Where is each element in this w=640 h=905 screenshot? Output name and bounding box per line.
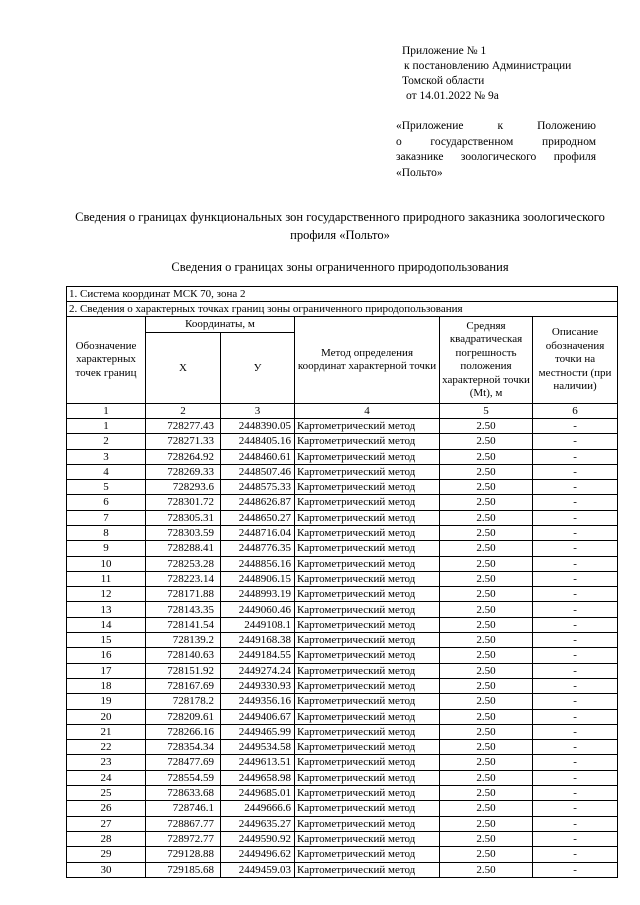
table-row <box>67 587 618 602</box>
table-row <box>67 510 618 525</box>
coord-x: 728143.35 <box>146 602 221 617</box>
table-row <box>67 556 618 571</box>
coord-x: 728151.92 <box>146 663 221 678</box>
points-info-row: 2. Сведения о характерных точках границ зоны ограниченного природопользования <box>67 302 618 317</box>
point-number: 2 <box>67 434 146 449</box>
table-row <box>67 434 618 449</box>
point-number: 21 <box>67 724 146 739</box>
coord-x: 728209.61 <box>146 709 221 724</box>
method-cell: Картометрический метод <box>295 633 440 648</box>
coord-y: 2448460.61 <box>221 449 295 464</box>
coord-y: 2449666.6 <box>221 801 295 816</box>
method-cell: Картометрический метод <box>295 770 440 785</box>
coord-y: 2449356.16 <box>221 694 295 709</box>
coord-x: 728167.69 <box>146 678 221 693</box>
error-cell: 2.50 <box>440 602 533 617</box>
table-row <box>67 617 618 632</box>
coord-x: 728288.41 <box>146 541 221 556</box>
coord-y: 2449613.51 <box>221 755 295 770</box>
point-number: 15 <box>67 633 146 648</box>
point-number: 24 <box>67 770 146 785</box>
error-cell: 2.50 <box>440 847 533 862</box>
error-cell: 2.50 <box>440 648 533 663</box>
description-cell: - <box>533 770 618 785</box>
method-cell: Картометрический метод <box>295 464 440 479</box>
appendix-line: от 14.01.2022 № 9а <box>406 90 499 102</box>
table-row <box>67 709 618 724</box>
coord-x: 728266.16 <box>146 724 221 739</box>
coord-x: 728140.63 <box>146 648 221 663</box>
table-row <box>67 663 618 678</box>
appendix-header <box>400 44 600 104</box>
appendix-line: к постановлению Администрации <box>404 60 572 72</box>
table-row <box>67 847 618 862</box>
coord-x: 728867.77 <box>146 816 221 831</box>
point-number: 22 <box>67 740 146 755</box>
coord-y: 2448650.27 <box>221 510 295 525</box>
table-row <box>67 740 618 755</box>
error-cell: 2.50 <box>440 525 533 540</box>
error-cell: 2.50 <box>440 724 533 739</box>
coord-y: 2449465.99 <box>221 724 295 739</box>
error-cell: 2.50 <box>440 617 533 632</box>
table-row <box>67 464 618 479</box>
column-number: 5 <box>440 403 533 418</box>
method-cell: Картометрический метод <box>295 510 440 525</box>
point-number: 19 <box>67 694 146 709</box>
description-cell: - <box>533 556 618 571</box>
coord-x: 728171.88 <box>146 587 221 602</box>
error-cell: 2.50 <box>440 587 533 602</box>
description-cell: - <box>533 786 618 801</box>
error-cell: 2.50 <box>440 510 533 525</box>
method-cell: Картометрический метод <box>295 663 440 678</box>
column-number: 1 <box>67 403 146 418</box>
point-number: 13 <box>67 602 146 617</box>
description-cell: - <box>533 847 618 862</box>
method-cell: Картометрический метод <box>295 831 440 846</box>
method-cell: Картометрический метод <box>295 709 440 724</box>
regulation-line: «Польто» <box>396 166 443 179</box>
description-cell: - <box>533 571 618 586</box>
point-number: 8 <box>67 525 146 540</box>
method-cell: Картометрический метод <box>295 740 440 755</box>
method-cell: Картометрический метод <box>295 587 440 602</box>
error-cell: 2.50 <box>440 786 533 801</box>
coord-y: 2449496.62 <box>221 847 295 862</box>
method-cell: Картометрический метод <box>295 801 440 816</box>
point-number: 25 <box>67 786 146 801</box>
description-cell: - <box>533 495 618 510</box>
point-number: 5 <box>67 480 146 495</box>
coord-x: 728264.92 <box>146 449 221 464</box>
error-cell: 2.50 <box>440 862 533 877</box>
description-cell: - <box>533 602 618 617</box>
description-cell: - <box>533 587 618 602</box>
error-cell: 2.50 <box>440 418 533 433</box>
coord-y: 2449685.01 <box>221 786 295 801</box>
coord-y: 2449330.93 <box>221 678 295 693</box>
coord-x: 728354.34 <box>146 740 221 755</box>
coord-x: 728746.1 <box>146 801 221 816</box>
coord-x: 728477.69 <box>146 755 221 770</box>
point-number: 28 <box>67 831 146 846</box>
coord-x: 728269.33 <box>146 464 221 479</box>
regulation-line: о государственном природном <box>396 135 596 148</box>
column-number: 4 <box>295 403 440 418</box>
error-cell: 2.50 <box>440 663 533 678</box>
point-number: 17 <box>67 663 146 678</box>
table-row <box>67 449 618 464</box>
appendix-line: Приложение № 1 <box>402 45 487 57</box>
error-cell: 2.50 <box>440 480 533 495</box>
coord-y: 2449459.03 <box>221 862 295 877</box>
point-number: 23 <box>67 755 146 770</box>
coord-x: 729128.88 <box>146 847 221 862</box>
coord-y: 2448575.33 <box>221 480 295 495</box>
point-number: 9 <box>67 541 146 556</box>
table-row <box>67 816 618 831</box>
point-number: 30 <box>67 862 146 877</box>
method-cell: Картометрический метод <box>295 786 440 801</box>
header-coordinates: Координаты, м <box>146 317 295 332</box>
error-cell: 2.50 <box>440 694 533 709</box>
description-cell: - <box>533 801 618 816</box>
point-number: 16 <box>67 648 146 663</box>
point-number: 29 <box>67 847 146 862</box>
column-number: 6 <box>533 403 618 418</box>
point-number: 4 <box>67 464 146 479</box>
point-number: 14 <box>67 617 146 632</box>
description-cell: - <box>533 709 618 724</box>
table-row <box>67 633 618 648</box>
column-number: 2 <box>146 403 221 418</box>
method-cell: Картометрический метод <box>295 541 440 556</box>
description-cell: - <box>533 740 618 755</box>
description-cell: - <box>533 694 618 709</box>
coord-y: 2448626.87 <box>221 495 295 510</box>
page-subtitle: Сведения о границах зоны ограниченного природопользования <box>171 260 509 274</box>
table-row <box>67 541 618 556</box>
coord-x: 729185.68 <box>146 862 221 877</box>
point-number: 27 <box>67 816 146 831</box>
error-cell: 2.50 <box>440 770 533 785</box>
header-designation: Обозначение характерных точек границ <box>67 317 146 403</box>
error-cell: 2.50 <box>440 556 533 571</box>
point-number: 7 <box>67 510 146 525</box>
coord-y: 2449108.1 <box>221 617 295 632</box>
coord-x: 728972.77 <box>146 831 221 846</box>
coord-y: 2448507.46 <box>221 464 295 479</box>
description-cell: - <box>533 663 618 678</box>
coord-y: 2448716.04 <box>221 525 295 540</box>
method-cell: Картометрический метод <box>295 449 440 464</box>
error-cell: 2.50 <box>440 755 533 770</box>
table-row <box>67 678 618 693</box>
appendix-line: Томской области <box>402 75 485 87</box>
coord-y: 2448390.05 <box>221 418 295 433</box>
table-row <box>67 694 618 709</box>
description-cell: - <box>533 831 618 846</box>
coord-y: 2449635.27 <box>221 816 295 831</box>
point-number: 18 <box>67 678 146 693</box>
error-cell: 2.50 <box>440 464 533 479</box>
error-cell: 2.50 <box>440 709 533 724</box>
point-number: 3 <box>67 449 146 464</box>
coord-y: 2448776.35 <box>221 541 295 556</box>
coord-x: 728271.33 <box>146 434 221 449</box>
coord-x: 728253.28 <box>146 556 221 571</box>
table-row <box>67 495 618 510</box>
error-cell: 2.50 <box>440 740 533 755</box>
error-cell: 2.50 <box>440 541 533 556</box>
method-cell: Картометрический метод <box>295 847 440 862</box>
method-cell: Картометрический метод <box>295 724 440 739</box>
coord-y: 2448856.16 <box>221 556 295 571</box>
coord-y: 2448993.19 <box>221 587 295 602</box>
description-cell: - <box>533 816 618 831</box>
coord-y: 2449590.92 <box>221 831 295 846</box>
point-number: 10 <box>67 556 146 571</box>
description-cell: - <box>533 434 618 449</box>
method-cell: Картометрический метод <box>295 434 440 449</box>
coord-x: 728305.31 <box>146 510 221 525</box>
description-cell: - <box>533 525 618 540</box>
coord-y: 2449534.58 <box>221 740 295 755</box>
header-y: У <box>221 332 295 403</box>
header-x: X <box>146 332 221 403</box>
header-method: Метод определения координат характерной точки <box>295 317 440 403</box>
regulation-line: заказнике зоологического профиля <box>396 151 596 163</box>
table-row <box>67 480 618 495</box>
table-row <box>67 602 618 617</box>
coord-x: 728554.59 <box>146 770 221 785</box>
description-cell: - <box>533 510 618 525</box>
coordinates-table <box>66 286 618 878</box>
coord-y: 2449184.55 <box>221 648 295 663</box>
coordinate-system-row: 1. Система координат МСК 70, зона 2 <box>67 287 618 302</box>
description-cell: - <box>533 464 618 479</box>
point-number: 20 <box>67 709 146 724</box>
coord-x: 728223.14 <box>146 571 221 586</box>
table-row <box>67 801 618 816</box>
coord-y: 2449406.67 <box>221 709 295 724</box>
coord-x: 728301.72 <box>146 495 221 510</box>
description-cell: - <box>533 678 618 693</box>
table-row <box>67 770 618 785</box>
coord-y: 2449274.24 <box>221 663 295 678</box>
coord-x: 728633.68 <box>146 786 221 801</box>
method-cell: Картометрический метод <box>295 480 440 495</box>
point-number: 12 <box>67 587 146 602</box>
page-title: Сведения о границах функциональных зон государственного природного заказника зоологического профиля «Польто» <box>75 210 605 242</box>
regulation-line: «Приложение к Положению <box>396 120 596 132</box>
error-cell: 2.50 <box>440 571 533 586</box>
description-cell: - <box>533 633 618 648</box>
regulation-header <box>396 119 596 181</box>
column-number: 3 <box>221 403 295 418</box>
coord-y: 2449658.98 <box>221 770 295 785</box>
error-cell: 2.50 <box>440 495 533 510</box>
method-cell: Картометрический метод <box>295 556 440 571</box>
coord-y: 2449060.46 <box>221 602 295 617</box>
error-cell: 2.50 <box>440 449 533 464</box>
method-cell: Картометрический метод <box>295 816 440 831</box>
method-cell: Картометрический метод <box>295 525 440 540</box>
method-cell: Картометрический метод <box>295 694 440 709</box>
point-number: 1 <box>67 418 146 433</box>
description-cell: - <box>533 755 618 770</box>
header-error: Средняя квадратическая погрешность положения характерной точки (Mt), м <box>440 317 533 403</box>
table-row <box>67 571 618 586</box>
error-cell: 2.50 <box>440 816 533 831</box>
coord-x: 728303.59 <box>146 525 221 540</box>
method-cell: Картометрический метод <box>295 571 440 586</box>
error-cell: 2.50 <box>440 633 533 648</box>
description-cell: - <box>533 541 618 556</box>
table-row <box>67 418 618 433</box>
table-row <box>67 724 618 739</box>
coord-x: 728139.2 <box>146 633 221 648</box>
coord-x: 728178.2 <box>146 694 221 709</box>
description-cell: - <box>533 724 618 739</box>
description-cell: - <box>533 418 618 433</box>
error-cell: 2.50 <box>440 831 533 846</box>
method-cell: Картометрический метод <box>295 495 440 510</box>
table-row <box>67 831 618 846</box>
error-cell: 2.50 <box>440 678 533 693</box>
coord-x: 728141.54 <box>146 617 221 632</box>
coord-x: 728293.6 <box>146 480 221 495</box>
header-description: Описание обозначения точки на местности (при наличии) <box>533 317 618 403</box>
method-cell: Картометрический метод <box>295 678 440 693</box>
table-row <box>67 755 618 770</box>
point-number: 11 <box>67 571 146 586</box>
method-cell: Картометрический метод <box>295 648 440 663</box>
table-row <box>67 786 618 801</box>
point-number: 6 <box>67 495 146 510</box>
method-cell: Картометрический метод <box>295 418 440 433</box>
description-cell: - <box>533 862 618 877</box>
coord-y: 2448405.16 <box>221 434 295 449</box>
coord-y: 2448906.15 <box>221 571 295 586</box>
method-cell: Картометрический метод <box>295 862 440 877</box>
error-cell: 2.50 <box>440 434 533 449</box>
description-cell: - <box>533 449 618 464</box>
error-cell: 2.50 <box>440 801 533 816</box>
table-row <box>67 525 618 540</box>
method-cell: Картометрический метод <box>295 755 440 770</box>
coord-y: 2449168.38 <box>221 633 295 648</box>
table-row <box>67 862 618 877</box>
description-cell: - <box>533 648 618 663</box>
point-number: 26 <box>67 801 146 816</box>
coord-x: 728277.43 <box>146 418 221 433</box>
description-cell: - <box>533 480 618 495</box>
description-cell: - <box>533 617 618 632</box>
method-cell: Картометрический метод <box>295 602 440 617</box>
method-cell: Картометрический метод <box>295 617 440 632</box>
table-row <box>67 648 618 663</box>
